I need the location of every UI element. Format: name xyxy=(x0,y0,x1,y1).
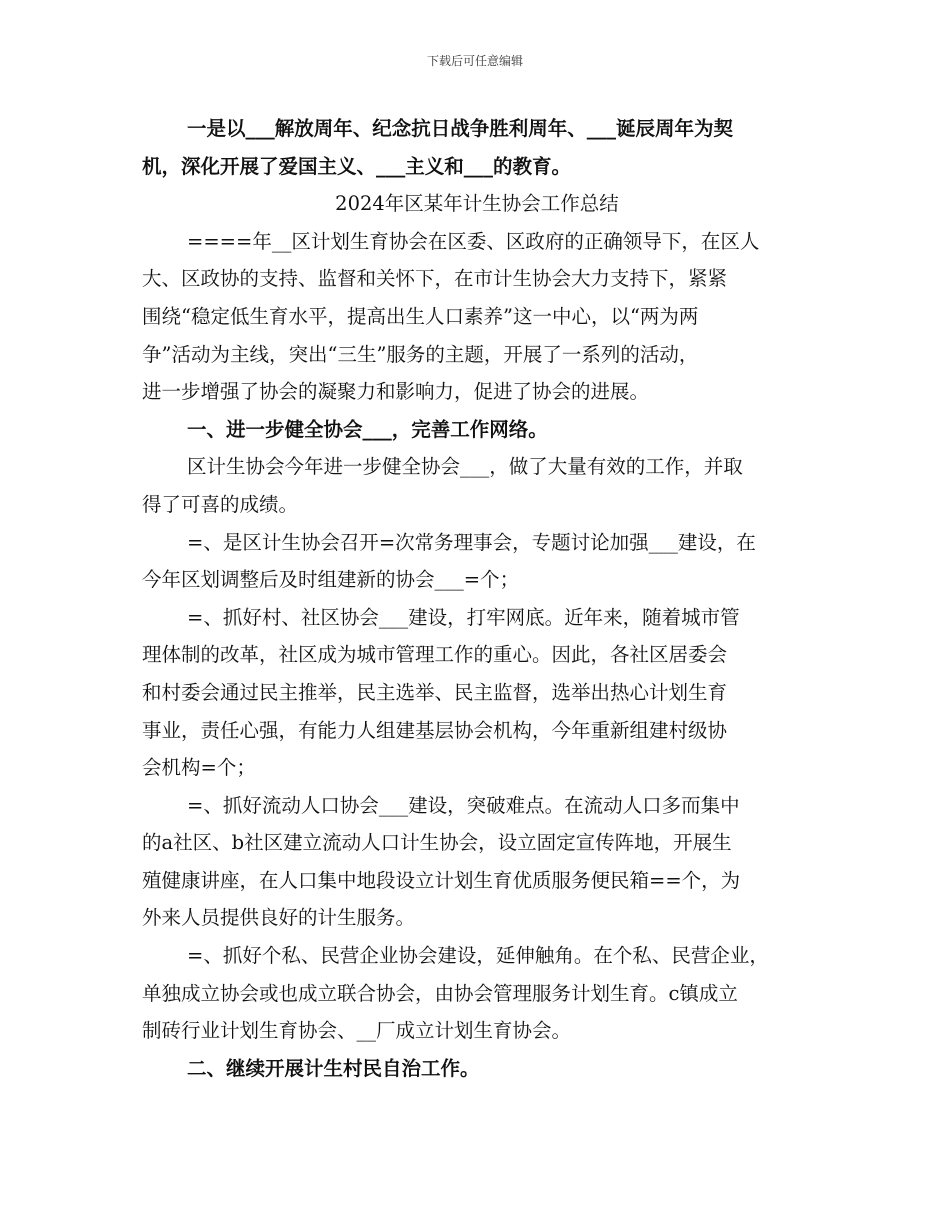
paragraph-line: 机，深化开展了爱国主义、___主义和___的教育。 xyxy=(142,154,572,178)
paragraph-line: 殖健康讲座，在人口集中地段设立计划生育优质服务便民箱==个，为 xyxy=(142,868,741,892)
paragraph-line: =、抓好村、社区协会___建设，打牢网底。近年来，随着城市管 xyxy=(187,605,740,629)
page-header: 下载后可任意编辑 xyxy=(426,54,523,68)
paragraph-line: 围绕“稳定低生育水平，提高出生人口素养”这一中心，以“两为两 xyxy=(142,304,699,328)
paragraph-line: 的a社区、b社区建立流动人口计生协会，设立固定宣传阵地，开展生 xyxy=(142,831,732,855)
paragraph-line: 理体制的改革，社区成为城市管理工作的重心。因此，各社区居委会 xyxy=(142,643,728,667)
paragraph-line: 制砖行业计划生育协会、__厂成立计划生育协会。 xyxy=(142,1019,572,1043)
paragraph-line: 外来人员提供良好的计生服务。 xyxy=(142,906,416,930)
paragraph-line: ====年__区计划生育协会在区委、区政府的正确领导下，在区人 xyxy=(187,229,760,253)
paragraph-line: 单独成立协会或也成立联合协会，由协会管理服务计划生育。c镇成立 xyxy=(142,981,738,1005)
document-title: 2024年区某年计生协会工作总结 xyxy=(335,192,619,216)
paragraph-line: 事业，责任心强，有能力人组建基层协会机构，今年重新组建村级协 xyxy=(142,718,728,742)
paragraph-line: =、抓好个私、民营企业协会建设，延伸触角。在个私、民营企业， xyxy=(187,944,769,968)
paragraph-line: 一是以___解放周年、纪念抗日战争胜利周年、___诞辰周年为契 xyxy=(187,117,734,140)
paragraph-line: 和村委会通过民主推举，民主选举、民主监督，选举出热心计划生育 xyxy=(142,680,728,704)
paragraph-line: =、是区计生协会召开=次常务理事会，专题讨论加强___建设，在 xyxy=(187,530,756,554)
paragraph-line: 今年区划调整后及时组建新的协会___=个； xyxy=(142,568,520,592)
paragraph-line: 大、区政协的支持、监督和关怀下，在市计生协会大力支持下，紧紧 xyxy=(142,267,728,291)
paragraph-line: 进一步增强了协会的凝聚力和影响力，促进了协会的进展。 xyxy=(142,380,650,404)
paragraph-line: =、抓好流动人口协会___建设，突破难点。在流动人口多而集中 xyxy=(187,793,740,817)
paragraph-line: 会机构=个； xyxy=(142,756,256,780)
section-heading: 二、继续开展计生村民自治工作。 xyxy=(187,1056,480,1080)
paragraph-line: 得了可喜的成绩。 xyxy=(142,492,299,516)
paragraph-line: 争”活动为主线，突出“三生”服务的主题，开展了一系列的活动， xyxy=(142,342,699,366)
paragraph-line: 区计生协会今年进一步健全协会___，做了大量有效的工作，并取 xyxy=(187,455,743,479)
document-body xyxy=(142,110,812,1087)
section-heading: 一、进一步健全协会___，完善工作网络。 xyxy=(187,417,548,441)
